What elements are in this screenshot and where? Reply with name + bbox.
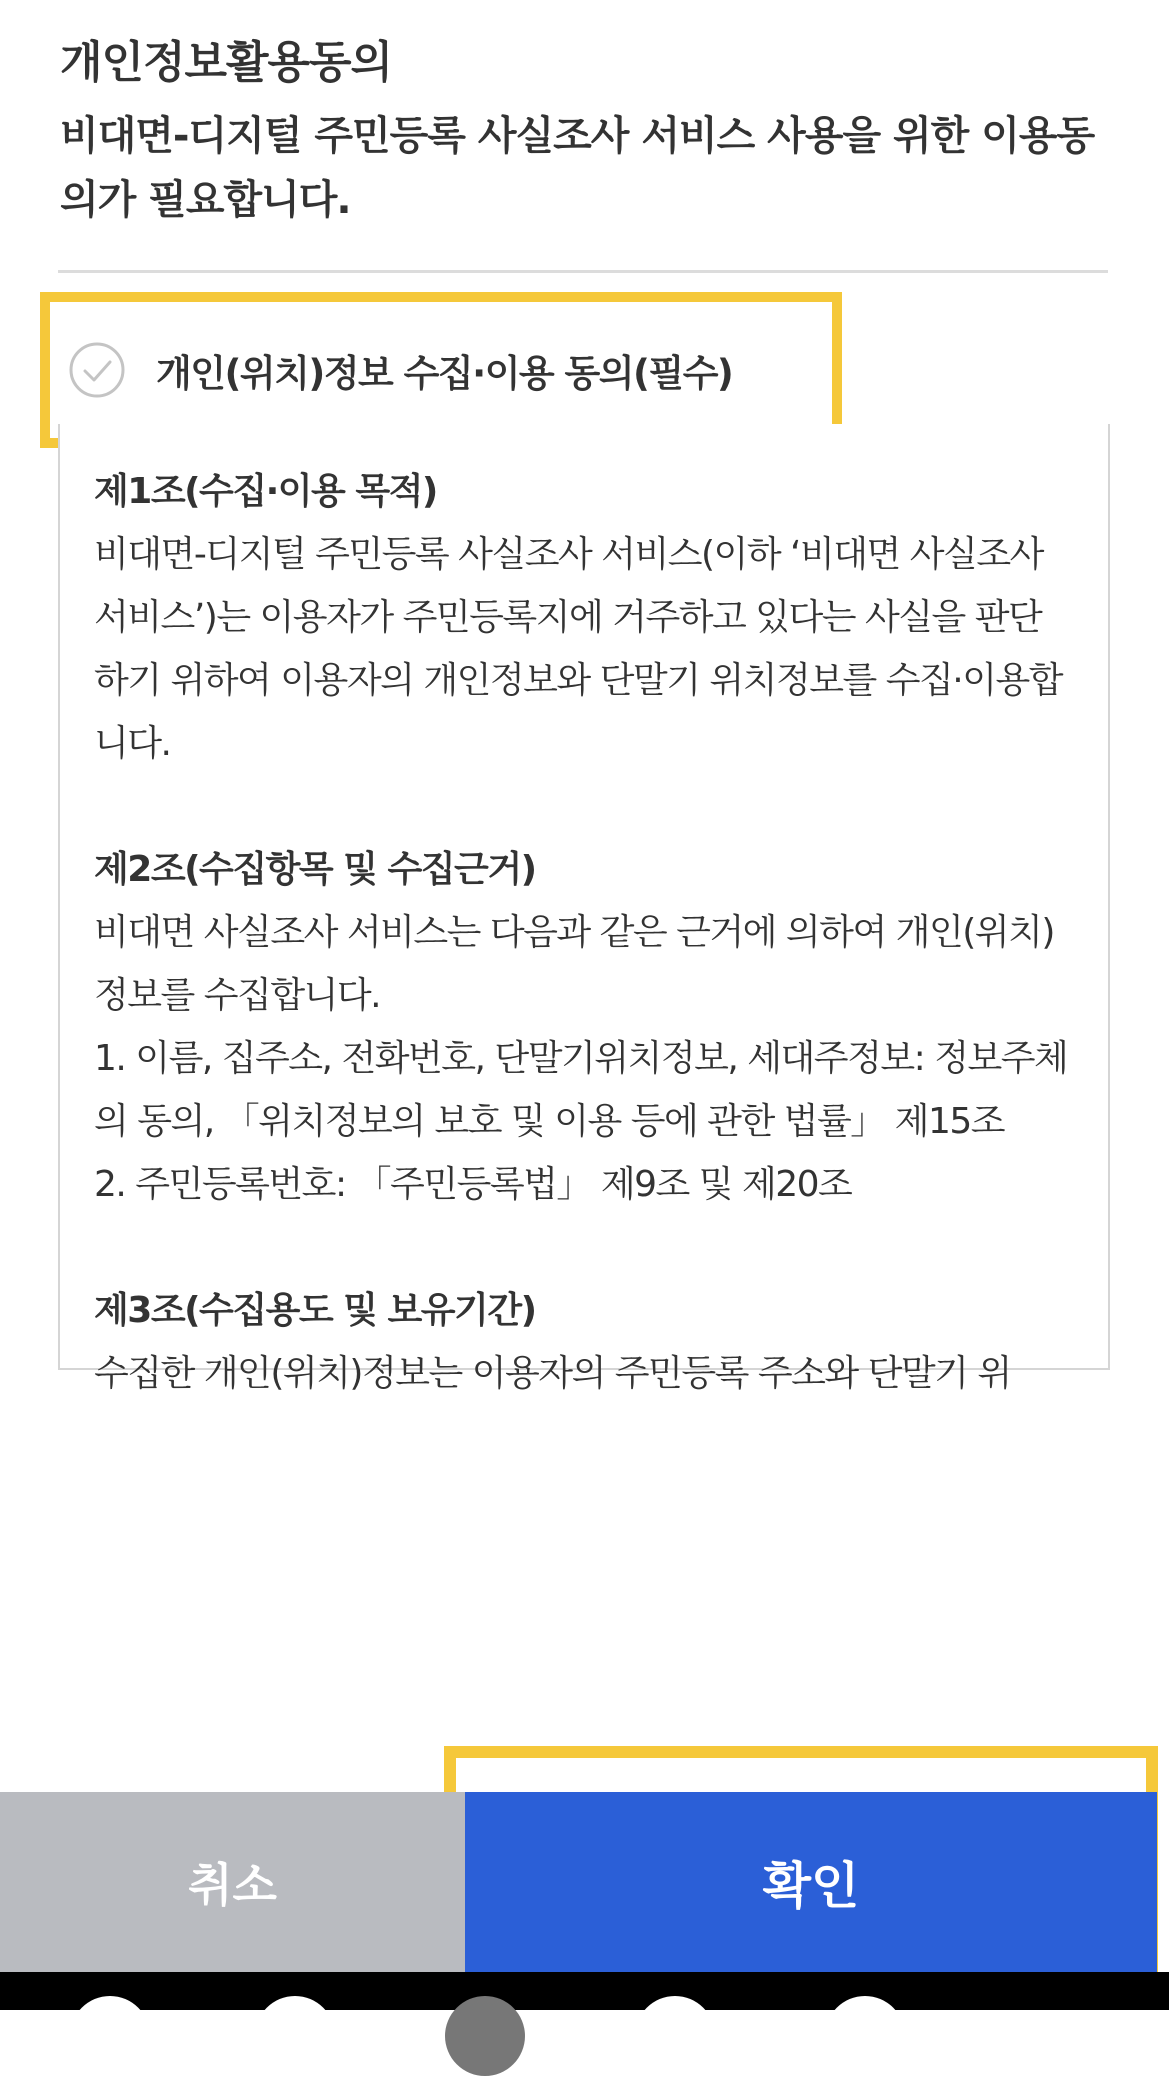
nav-icon[interactable]: [445, 1996, 525, 2076]
terms-article: [94, 460, 1068, 775]
article-title: 제1조(수집·이용 목적): [94, 471, 437, 512]
article-body: 비대면-디지털 주민등록 사실조사 서비스(이하 ‘비대면 사실조사 서비스’)는 이용자가 주민등록지에 거주하고 있다는 사실을 판단하기 위하여 이용자의 개인정보와 단말기 위치정보를 수집·이용합니다.: [94, 534, 1063, 764]
page-subtitle: 비대면-디지털 주민등록 사실조사 서비스 사용을 위한 이용동의가 필요합니다.: [60, 113, 1095, 223]
confirm-button[interactable]: 확인: [465, 1792, 1157, 1972]
article-title: 제3조(수집용도 및 보유기간): [94, 1290, 536, 1331]
page-title: 개인정보활용동의: [60, 37, 393, 88]
divider: [58, 270, 1108, 273]
cancel-button[interactable]: 취소: [0, 1792, 465, 1972]
nav-icon[interactable]: [255, 1996, 335, 2076]
header: [60, 30, 1120, 232]
terms-content: [60, 424, 1108, 1405]
nav-icon[interactable]: [825, 1996, 905, 2076]
consent-label: 개인(위치)정보 수집·이용 동의(필수): [156, 352, 733, 395]
article-body: 비대면 사실조사 서비스는 다음과 같은 근거에 의하여 개인(위치)정보를 수집합니다. 1. 이름, 집주소, 전화번호, 단말기위치정보, 세대주정보: 정보주체의 동의, 「위치정보의 보호 및 이용 등에 관한 법률」 제15조 2. 주민등록번호: 「주민등록법」 제9조 및 제20조: [94, 912, 1068, 1205]
terms-article: [94, 1279, 1068, 1405]
article-body: 수집한 개인(위치)정보는 이용자의 주민등록 주소와 단말기 위: [94, 1353, 1011, 1394]
terms-article: [94, 838, 1068, 1216]
article-title: 제2조(수집항목 및 수집근거): [94, 849, 536, 890]
terms-scroll-area[interactable]: [58, 424, 1110, 1394]
check-circle-icon[interactable]: [68, 341, 126, 399]
nav-icon[interactable]: [70, 1996, 150, 2076]
nav-icon[interactable]: [635, 1996, 715, 2076]
system-nav-bar: [0, 1972, 1169, 2010]
